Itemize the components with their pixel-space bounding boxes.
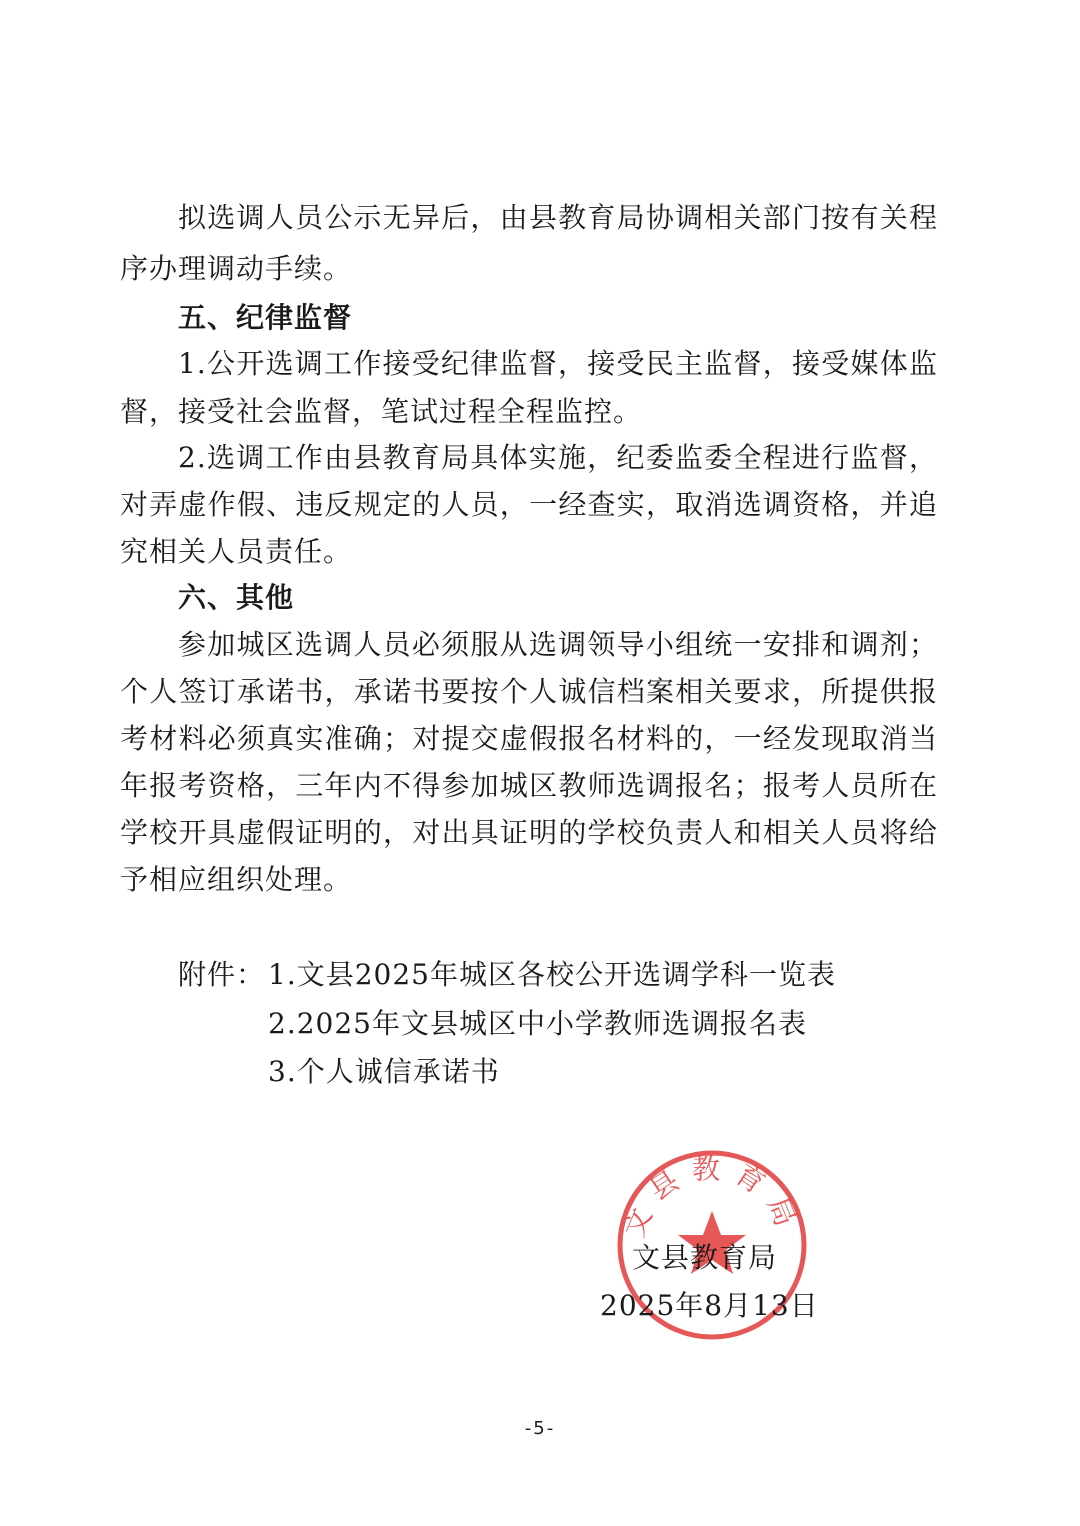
paragraph-line: 督，接受社会监督，笔试过程全程监控。 — [120, 395, 643, 428]
attachment-item: 1.文县2025年城区各校公开选调学科一览表 — [268, 958, 836, 991]
paragraph-line: 学校开具虚假证明的，对出具证明的学校负责人和相关人员将给 — [120, 816, 938, 849]
attachment-item: 2.2025年文县城区中小学教师选调报名表 — [268, 1007, 807, 1040]
section-heading: 六、其他 — [178, 581, 295, 614]
seal-text: 文县教育局 — [617, 1152, 807, 1242]
paragraph-line: 对弄虚作假、违反规定的人员，一经查实，取消选调资格，并追 — [120, 488, 938, 521]
paragraph-line: 究相关人员责任。 — [120, 535, 353, 568]
page-number: -5- — [524, 1418, 556, 1439]
paragraph-line: 1.公开选调工作接受纪律监督，接受民主监督，接受媒体监 — [178, 347, 938, 380]
paragraph-line: 个人签订承诺书，承诺书要按个人诚信档案相关要求，所提供报 — [120, 675, 938, 708]
signature-date: 2025年8月13日 — [600, 1289, 819, 1322]
paragraph-line: 年报考资格，三年内不得参加城区教师选调报名；报考人员所在 — [120, 769, 938, 802]
paragraph-line: 2.选调工作由县教育局具体实施，纪委监委全程进行监督， — [178, 441, 938, 474]
paragraph-line: 考材料必须真实准确；对提交虚假报名材料的，一经发现取消当 — [120, 722, 938, 755]
paragraph-line: 予相应组织处理。 — [120, 863, 353, 896]
attachments-label: 附件： — [178, 958, 266, 991]
paragraph-line: 拟选调人员公示无异后，由县教育局协调相关部门按有关程 — [178, 201, 938, 234]
signature-org: 文县教育局 — [632, 1241, 778, 1274]
attachment-item: 3.个人诚信承诺书 — [268, 1055, 500, 1088]
section-heading: 五、纪律监督 — [178, 301, 353, 334]
paragraph-line: 序办理调动手续。 — [120, 252, 353, 285]
paragraph-line: 参加城区选调人员必须服从选调领导小组统一安排和调剂； — [178, 628, 938, 661]
